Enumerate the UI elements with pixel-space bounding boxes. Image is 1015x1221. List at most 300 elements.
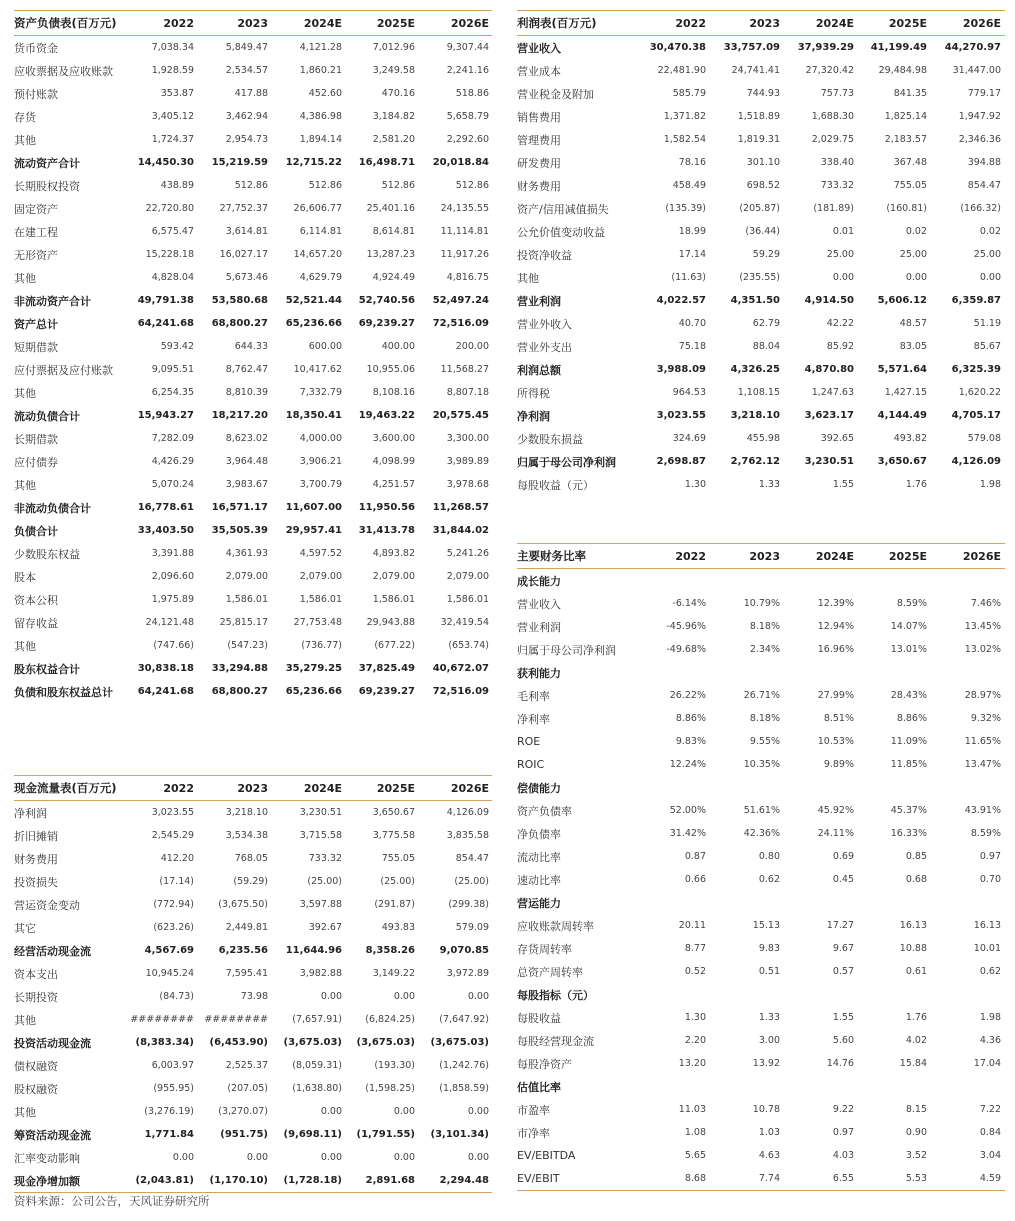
- row-value: (25.00): [454, 876, 489, 887]
- row-value: 69,239.27: [358, 318, 415, 329]
- year-header: 2025E: [888, 549, 927, 563]
- row-value: 12,715.22: [285, 157, 342, 168]
- row-value: 0.80: [758, 851, 780, 862]
- row-value: 4,144.49: [877, 410, 927, 421]
- row-value: 493.83: [381, 922, 415, 933]
- row-value: 31,844.02: [432, 525, 489, 536]
- row-value: 8.77: [684, 943, 706, 954]
- row-value: 16.96%: [817, 644, 854, 655]
- row-value: ########: [130, 1014, 194, 1025]
- row-value: 2,079.00: [446, 571, 489, 582]
- row-value: (951.75): [220, 1129, 268, 1140]
- year-header: 2022: [163, 16, 194, 30]
- row-value: 72,516.09: [432, 318, 489, 329]
- row-label: 每股收益: [517, 1011, 561, 1025]
- row-value: 40.70: [678, 318, 706, 329]
- table-row: [517, 404, 1005, 427]
- row-label: 非流动资产合计: [14, 294, 91, 308]
- row-label: 每股指标（元）: [517, 988, 594, 1002]
- row-label: 其他: [14, 1013, 36, 1027]
- table-row: [14, 1054, 492, 1077]
- table-row: [517, 1006, 1005, 1029]
- row-label: 应付债券: [14, 455, 58, 469]
- row-value: 30,470.38: [649, 42, 706, 53]
- row-label: 资产负债率: [517, 804, 572, 818]
- row-value: 338.40: [820, 157, 854, 168]
- row-value: 62.79: [752, 318, 780, 329]
- row-label: 长期股权投资: [14, 179, 80, 193]
- table-row: [14, 847, 492, 870]
- row-value: 755.05: [893, 180, 927, 191]
- row-value: (181.89): [813, 203, 854, 214]
- table-row: [14, 801, 492, 824]
- row-value: 26,606.77: [293, 203, 342, 214]
- row-value: 768.05: [234, 853, 268, 864]
- balance-sheet-table: [14, 10, 492, 703]
- row-value: 0.00: [467, 991, 489, 1002]
- row-value: 20,575.45: [432, 410, 489, 421]
- row-value: 0.87: [684, 851, 706, 862]
- row-value: 73.98: [240, 991, 268, 1002]
- row-value: 10,955.06: [366, 364, 415, 375]
- row-value: 0.61: [905, 966, 927, 977]
- row-value: 19,463.22: [358, 410, 415, 421]
- row-value: 3,391.88: [151, 548, 194, 559]
- row-value: 0.02: [905, 226, 927, 237]
- table-row: [517, 1098, 1005, 1121]
- row-label: 营业成本: [517, 64, 561, 78]
- table-row: [517, 1121, 1005, 1144]
- row-value: 7,332.79: [299, 387, 342, 398]
- table-row: [14, 1146, 492, 1169]
- row-value: 45.37%: [890, 805, 927, 816]
- row-value: 7.46%: [970, 598, 1001, 609]
- row-value: 4,361.93: [225, 548, 268, 559]
- row-value: 4,251.57: [372, 479, 415, 490]
- row-value: 0.45: [832, 874, 854, 885]
- row-value: 1.33: [758, 1012, 780, 1023]
- row-value: 65,236.66: [285, 318, 342, 329]
- row-value: 9.89%: [823, 759, 854, 770]
- row-value: (3,101.34): [430, 1129, 489, 1140]
- row-value: (84.73): [159, 991, 194, 1002]
- row-value: 43.91%: [964, 805, 1001, 816]
- table-header: [517, 543, 1005, 569]
- table-row: [14, 824, 492, 847]
- row-value: 3,149.22: [372, 968, 415, 979]
- table-row: [517, 473, 1005, 496]
- row-value: 11,950.56: [358, 502, 415, 513]
- row-value: 1,620.22: [958, 387, 1001, 398]
- row-value: 85.67: [973, 341, 1001, 352]
- row-value: 412.20: [160, 853, 194, 864]
- row-value: 9.83%: [675, 736, 706, 747]
- row-value: 6,359.87: [951, 295, 1001, 306]
- row-value: 33,403.50: [137, 525, 194, 536]
- row-value: 41,199.49: [870, 42, 927, 53]
- row-value: 1.30: [684, 479, 706, 490]
- row-label: 资本公积: [14, 593, 58, 607]
- row-value: 6.55: [832, 1173, 854, 1184]
- table-row: [517, 312, 1005, 335]
- row-label: 所得税: [517, 386, 550, 400]
- year-header: 2023: [749, 549, 780, 563]
- row-value: 16,778.61: [137, 502, 194, 513]
- row-value: 1,518.89: [737, 111, 780, 122]
- row-label: 市净率: [517, 1126, 550, 1140]
- row-value: 4,386.98: [299, 111, 342, 122]
- table-row: [517, 450, 1005, 473]
- row-value: 75.18: [678, 341, 706, 352]
- row-value: 68,800.27: [211, 318, 268, 329]
- row-value: (207.05): [227, 1083, 268, 1094]
- row-value: 4,126.09: [951, 456, 1001, 467]
- table-row: [517, 845, 1005, 868]
- row-value: 755.05: [381, 853, 415, 864]
- row-value: 0.66: [684, 874, 706, 885]
- row-value: 3,989.89: [446, 456, 489, 467]
- row-value: 27,752.37: [219, 203, 268, 214]
- row-label: 估值比率: [517, 1080, 561, 1094]
- row-label: 少数股东损益: [517, 432, 583, 446]
- row-value: (6,824.25): [365, 1014, 415, 1025]
- row-value: 8,358.26: [365, 945, 415, 956]
- row-value: 69,239.27: [358, 686, 415, 697]
- row-value: 53,580.68: [211, 295, 268, 306]
- row-value: 13.47%: [964, 759, 1001, 770]
- row-value: 28.97%: [964, 690, 1001, 701]
- row-value: 8.86%: [675, 713, 706, 724]
- row-label: 折旧摊销: [14, 829, 58, 843]
- row-value: 593.42: [160, 341, 194, 352]
- year-header: 2026E: [450, 781, 489, 795]
- row-value: 13.02%: [964, 644, 1001, 655]
- row-label: 存货周转率: [517, 942, 572, 956]
- row-value: 11,607.00: [285, 502, 342, 513]
- row-value: 48.57: [899, 318, 927, 329]
- table-row: [517, 151, 1005, 174]
- table-row: [14, 151, 492, 174]
- row-value: 25.00: [826, 249, 854, 260]
- row-label: 流动资产合计: [14, 156, 80, 170]
- table-row: [517, 868, 1005, 891]
- row-label: 在建工程: [14, 225, 58, 239]
- table-row: [517, 592, 1005, 615]
- row-value: 2,891.68: [365, 1175, 415, 1186]
- row-value: 4.02: [905, 1035, 927, 1046]
- row-value: 4.59: [979, 1173, 1001, 1184]
- row-value: 4,870.80: [804, 364, 854, 375]
- row-value: 0.01: [832, 226, 854, 237]
- row-value: 13,287.23: [366, 249, 415, 260]
- row-value: 2,079.00: [299, 571, 342, 582]
- row-value: (11.63): [671, 272, 706, 283]
- table-row: [14, 266, 492, 289]
- row-value: 5.60: [832, 1035, 854, 1046]
- row-value: 0.02: [979, 226, 1001, 237]
- row-label: 筹资活动现金流: [14, 1128, 91, 1142]
- table-title: 资产负债表(百万元): [14, 16, 117, 30]
- source-note: 资料来源：公司公告，天风证券研究所: [14, 1194, 210, 1208]
- year-header: 2023: [749, 16, 780, 30]
- row-value: -6.14%: [672, 598, 706, 609]
- row-value: (747.66): [153, 640, 194, 651]
- table-row: [14, 611, 492, 634]
- table-row: [517, 36, 1005, 59]
- table-row: [517, 707, 1005, 730]
- row-value: 44,270.97: [944, 42, 1001, 53]
- row-value: 1.30: [684, 1012, 706, 1023]
- table-row: [517, 289, 1005, 312]
- table-row: [517, 266, 1005, 289]
- row-value: 1.76: [905, 479, 927, 490]
- table-row: [517, 197, 1005, 220]
- table-row: [14, 404, 492, 427]
- row-label: 财务费用: [517, 179, 561, 193]
- row-value: 417.88: [234, 88, 268, 99]
- financial-ratios-table: [517, 543, 1005, 1191]
- row-value: 400.00: [381, 341, 415, 352]
- row-label: 营业收入: [517, 41, 561, 55]
- table-row: [14, 427, 492, 450]
- row-value: 33,757.09: [723, 42, 780, 53]
- row-value: 6,575.47: [151, 226, 194, 237]
- row-value: 0.00: [320, 991, 342, 1002]
- row-value: 644.33: [234, 341, 268, 352]
- row-value: (6,453.90): [209, 1037, 268, 1048]
- table-row: [517, 1029, 1005, 1052]
- row-value: (3,675.03): [430, 1037, 489, 1048]
- row-value: 5,606.12: [877, 295, 927, 306]
- row-value: 1,582.54: [663, 134, 706, 145]
- row-value: 20,018.84: [432, 157, 489, 168]
- row-value: 3,597.88: [299, 899, 342, 910]
- row-value: 8.15: [905, 1104, 927, 1115]
- table-row: [14, 870, 492, 893]
- table-row: [517, 799, 1005, 822]
- row-value: 18,217.20: [211, 410, 268, 421]
- row-value: 18,350.41: [285, 410, 342, 421]
- row-value: 11.09%: [890, 736, 927, 747]
- row-value: 45.92%: [817, 805, 854, 816]
- row-value: 2,096.60: [151, 571, 194, 582]
- row-value: 24,135.55: [440, 203, 489, 214]
- table-row: [14, 634, 492, 657]
- row-value: 25.00: [899, 249, 927, 260]
- row-label: 应收账款周转率: [517, 919, 594, 933]
- table-row: [14, 36, 492, 59]
- row-value: 15,943.27: [137, 410, 194, 421]
- row-value: 20.11: [678, 920, 706, 931]
- row-value: 353.87: [160, 88, 194, 99]
- row-value: 52,740.56: [358, 295, 415, 306]
- row-value: 585.79: [672, 88, 706, 99]
- row-value: (135.39): [665, 203, 706, 214]
- row-value: -49.68%: [666, 644, 706, 655]
- row-value: (205.87): [739, 203, 780, 214]
- row-label: 短期借款: [14, 340, 58, 354]
- row-value: 2,079.00: [372, 571, 415, 582]
- table-row: [14, 657, 492, 680]
- row-value: 16,498.71: [358, 157, 415, 168]
- row-value: 15,228.18: [145, 249, 194, 260]
- row-value: 22,720.80: [145, 203, 194, 214]
- row-value: 2,241.16: [446, 65, 489, 76]
- row-value: 2,183.57: [884, 134, 927, 145]
- row-label: 净利润: [517, 409, 550, 423]
- row-label: 归属于母公司净利润: [517, 643, 616, 657]
- row-value: 68,800.27: [211, 686, 268, 697]
- row-value: 11.65%: [964, 736, 1001, 747]
- row-value: 0.90: [905, 1127, 927, 1138]
- section-heading: [517, 1075, 1005, 1098]
- row-value: (955.95): [153, 1083, 194, 1094]
- row-value: 1,819.31: [737, 134, 780, 145]
- row-value: (1,598.25): [365, 1083, 415, 1094]
- row-value: 3,988.09: [656, 364, 706, 375]
- row-value: 11.03: [678, 1104, 706, 1115]
- row-value: (7,657.91): [292, 1014, 342, 1025]
- section-heading: [517, 776, 1005, 799]
- row-value: (9,698.11): [283, 1129, 342, 1140]
- row-value: 2,294.48: [439, 1175, 489, 1186]
- row-label: 资本支出: [14, 967, 58, 981]
- row-value: (623.26): [153, 922, 194, 933]
- row-value: 4,326.25: [730, 364, 780, 375]
- table-row: [517, 220, 1005, 243]
- table-row: [14, 496, 492, 519]
- row-value: 24,121.48: [145, 617, 194, 628]
- row-value: 14.07%: [890, 621, 927, 632]
- row-value: 4,893.82: [372, 548, 415, 559]
- table-row: [14, 312, 492, 335]
- row-value: 2,346.36: [958, 134, 1001, 145]
- table-row: [14, 1169, 492, 1193]
- row-value: 10.01: [973, 943, 1001, 954]
- row-value: 72,516.09: [432, 686, 489, 697]
- row-value: 13.45%: [964, 621, 1001, 632]
- row-value: (1,638.80): [292, 1083, 342, 1094]
- row-value: 2,534.57: [225, 65, 268, 76]
- table-row: [14, 939, 492, 962]
- row-value: 5,849.47: [225, 42, 268, 53]
- row-value: 8,810.39: [225, 387, 268, 398]
- row-value: 37,825.49: [358, 663, 415, 674]
- row-value: 5,658.79: [446, 111, 489, 122]
- row-value: 4,705.17: [951, 410, 1001, 421]
- row-value: 24,741.41: [731, 65, 780, 76]
- row-value: 3,023.55: [151, 807, 194, 818]
- section-heading: [517, 661, 1005, 684]
- row-value: 3,249.58: [372, 65, 415, 76]
- row-value: 8.59%: [970, 828, 1001, 839]
- row-value: 854.47: [967, 180, 1001, 191]
- row-value: (193.30): [374, 1060, 415, 1071]
- row-value: 4.36: [979, 1035, 1001, 1046]
- row-value: 698.52: [746, 180, 780, 191]
- row-value: (1,728.18): [283, 1175, 342, 1186]
- row-value: 8.68: [684, 1173, 706, 1184]
- row-value: 1.03: [758, 1127, 780, 1138]
- row-label: 现金净增加额: [14, 1174, 80, 1188]
- row-label: 净负债率: [517, 827, 561, 841]
- table-row: [517, 105, 1005, 128]
- row-value: 579.09: [455, 922, 489, 933]
- row-value: (772.94): [153, 899, 194, 910]
- row-value: 394.88: [967, 157, 1001, 168]
- table-row: [14, 588, 492, 611]
- table-row: [517, 1052, 1005, 1075]
- row-label: EV/EBITDA: [517, 1149, 576, 1162]
- row-value: 15.84: [899, 1058, 927, 1069]
- row-value: 1,928.59: [151, 65, 194, 76]
- row-value: 3,462.94: [225, 111, 268, 122]
- year-header: 2024E: [815, 549, 854, 563]
- row-value: 4.03: [832, 1150, 854, 1161]
- row-value: 3.52: [905, 1150, 927, 1161]
- row-value: 3,600.00: [372, 433, 415, 444]
- row-value: 10.35%: [743, 759, 780, 770]
- table-row: [14, 1100, 492, 1123]
- year-header: 2026E: [962, 16, 1001, 30]
- row-value: 2,954.73: [225, 134, 268, 145]
- row-value: (235.55): [739, 272, 780, 283]
- row-value: 30,838.18: [137, 663, 194, 674]
- row-value: 1,724.37: [151, 134, 194, 145]
- table-row: [14, 128, 492, 151]
- row-value: 31,413.78: [358, 525, 415, 536]
- row-value: 0.00: [246, 1152, 268, 1163]
- row-value: (25.00): [307, 876, 342, 887]
- row-value: 3,218.10: [225, 807, 268, 818]
- row-value: (2,043.81): [135, 1175, 194, 1186]
- row-value: 3,300.00: [446, 433, 489, 444]
- row-value: 8.59%: [896, 598, 927, 609]
- row-value: 8.18%: [749, 713, 780, 724]
- row-value: 51.19: [973, 318, 1001, 329]
- table-header: [14, 775, 492, 801]
- table-row: [14, 1031, 492, 1054]
- row-label: 长期投资: [14, 990, 58, 1004]
- row-value: 1,586.01: [446, 594, 489, 605]
- table-row: [517, 822, 1005, 845]
- year-header: 2026E: [962, 549, 1001, 563]
- row-value: 0.00: [172, 1152, 194, 1163]
- row-label: 无形资产: [14, 248, 58, 262]
- row-value: 0.00: [832, 272, 854, 283]
- row-value: 0.51: [758, 966, 780, 977]
- row-value: 744.93: [746, 88, 780, 99]
- row-value: 4,629.79: [299, 272, 342, 283]
- table-row: [14, 59, 492, 82]
- row-label: 其它: [14, 921, 36, 935]
- table-row: [517, 753, 1005, 776]
- row-label: 其他: [14, 133, 36, 147]
- row-value: 6,114.81: [299, 226, 342, 237]
- table-row: [14, 358, 492, 381]
- row-value: 9.22: [832, 1104, 854, 1115]
- row-value: 1,860.21: [299, 65, 342, 76]
- row-value: 200.00: [455, 341, 489, 352]
- row-value: (3,675.50): [218, 899, 268, 910]
- row-value: 12.94%: [817, 621, 854, 632]
- row-value: 88.04: [752, 341, 780, 352]
- row-value: 85.92: [826, 341, 854, 352]
- row-value: 49,791.38: [137, 295, 194, 306]
- table-row: [517, 358, 1005, 381]
- row-value: 733.32: [820, 180, 854, 191]
- row-value: 1,427.15: [884, 387, 927, 398]
